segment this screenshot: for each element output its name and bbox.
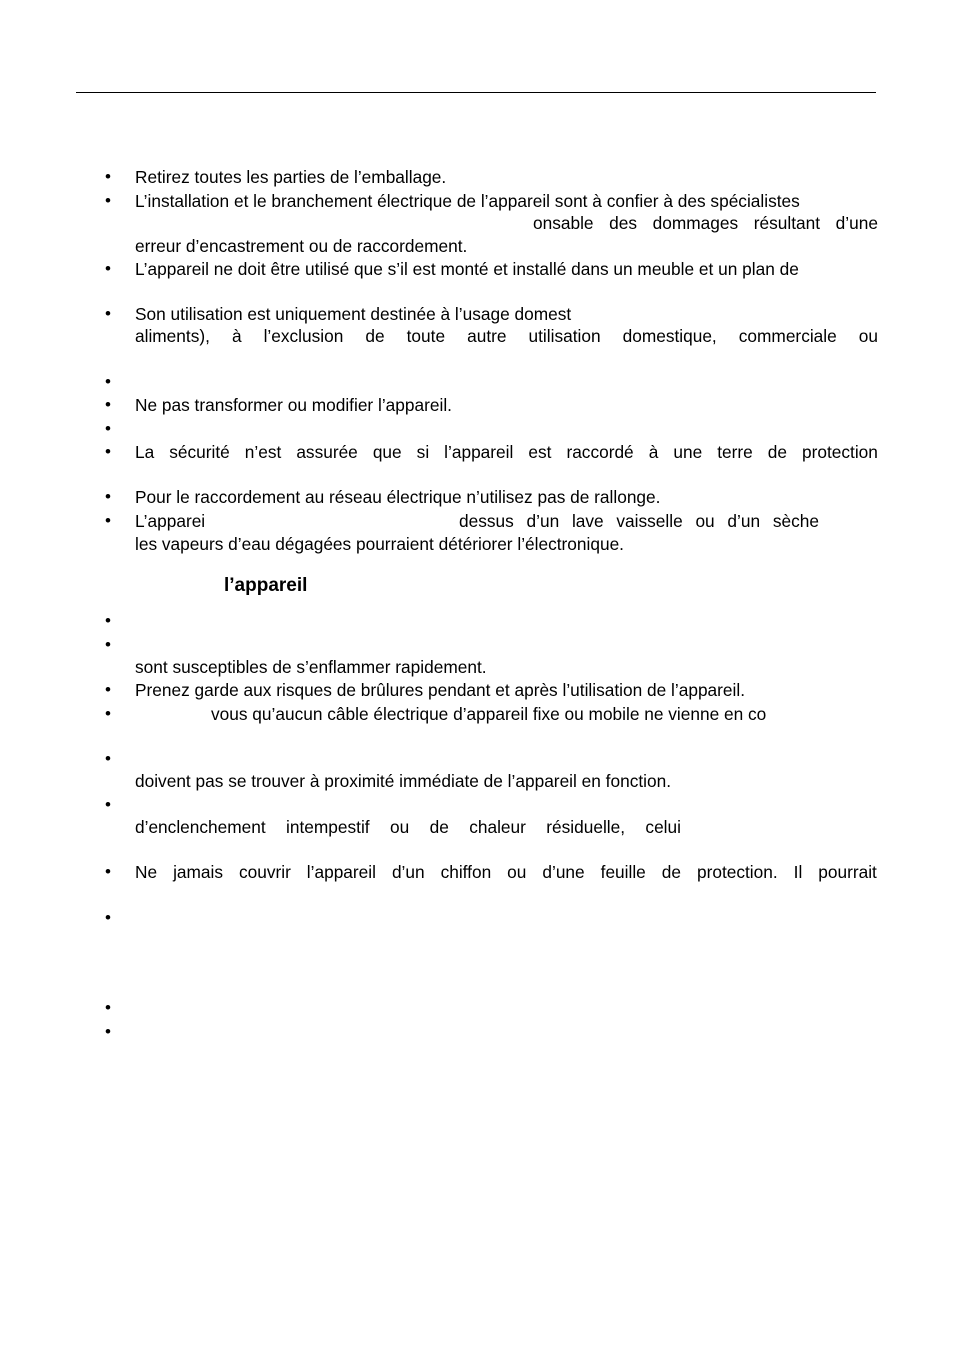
list-item: Ne pas transformer ou modifier l’appareil. [135, 395, 452, 415]
bullet: • [105, 259, 111, 278]
bullet: • [105, 304, 111, 323]
bullet: • [105, 511, 111, 530]
list-item-continuation: sont susceptibles de s’enflammer rapidement. [135, 657, 487, 677]
bullet: • [105, 862, 111, 881]
bullet: • [105, 487, 111, 506]
bullet: • [105, 795, 111, 814]
list-item: L’installation et le branchement électrique de l’appareil sont à confier à des spécialistes [135, 191, 800, 211]
bullet: • [105, 998, 111, 1017]
list-item: Prenez garde aux risques de brûlures pendant et après l’utilisation de l’appareil. [135, 680, 746, 700]
list-item-continuation: doivent pas se trouver à proximité immédiate de l’appareil en fonction. [135, 771, 672, 791]
list-item-continuation: aliments), à l’exclusion de toute autre utilisation domestique, commerciale ou [135, 326, 878, 346]
bullet: • [105, 704, 111, 723]
bullet: • [105, 1022, 111, 1041]
bullet: • [105, 419, 111, 438]
list-item-continuation: onsable des dommages résultant d’une [533, 213, 878, 233]
list-item: L’apparei [135, 511, 206, 531]
list-item: Son utilisation est uniquement destinée à l’usage domest [135, 304, 572, 324]
bullet: • [105, 167, 111, 186]
bullet: • [105, 395, 111, 414]
bullet: • [105, 191, 111, 210]
bullet: • [105, 680, 111, 699]
list-item: Retirez toutes les parties de l’emballage. [135, 167, 447, 187]
list-item: Ne jamais couvrir l’appareil d’un chiffon ou d’une feuille de protection. Il pourrait [135, 862, 877, 882]
list-item-continuation: d’enclenchement intempestif ou de chaleur résiduelle, celui [135, 817, 681, 837]
bullet: • [105, 749, 111, 768]
section-heading: l’appareil [224, 575, 308, 596]
list-item: La sécurité n’est assurée que si l’appareil est raccordé à une terre de protection [135, 442, 878, 462]
bullet: • [105, 635, 111, 654]
header-rule [76, 92, 876, 93]
bullet: • [105, 908, 111, 927]
list-item: vous qu’aucun câble électrique d’appareil fixe ou mobile ne vienne en co [211, 704, 767, 724]
list-item-continuation: erreur d’encastrement ou de raccordement. [135, 236, 468, 256]
bullet: • [105, 442, 111, 461]
list-item-fragment: dessus d’un lave vaisselle ou d’un sèche [459, 511, 819, 531]
list-item-continuation: les vapeurs d’eau dégagées pourraient détériorer l’électronique. [135, 534, 624, 554]
list-item: Pour le raccordement au réseau électrique n’utilisez pas de rallonge. [135, 487, 661, 507]
bullet: • [105, 611, 111, 630]
bullet: • [105, 372, 111, 391]
list-item: L’appareil ne doit être utilisé que s’il est monté et installé dans un meuble et un plan de [135, 259, 799, 279]
